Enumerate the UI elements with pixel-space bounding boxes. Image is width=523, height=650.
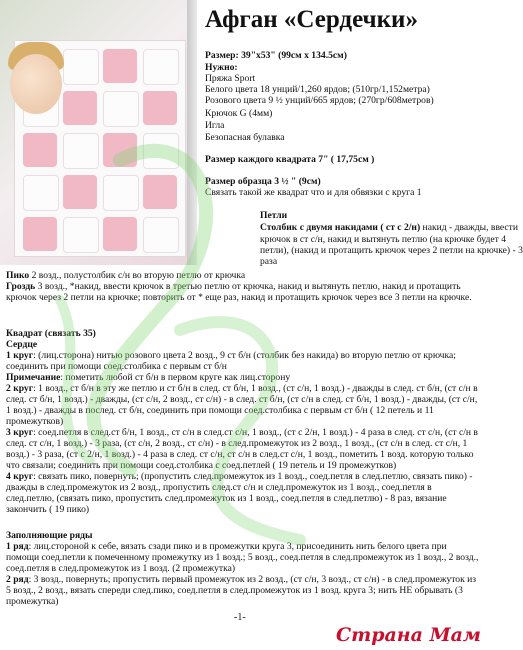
round-item: 4 круг: связать пико, повернуть; (пропустить след.промежуток из 1 возд., соед.петля в след.петлю, связать пико) - дважды в след.промежуток из 2 возд., пропустить след.ст с/н и след.промежуток из 1 возд., соед.петля в след.петлю, (связать пико, пропустить след.промежуток из 1 возд., соед.петля в след.петлю) - 8 раз, вязание закончить ( 19 пико) [6,471,473,515]
heart-header: Сердце [6,339,38,350]
material-item: Розового цвета 9 ½ унций/665 ярдов; (270гр/608метров) [205,95,434,106]
loops-line: крючок в ст с/н, накид и вытянуть петлю (на крючке будет 4 [260,234,507,245]
round-item: 1 круг: (лиц.сторона) нитью розового цвета 2 возд., 9 ст б/н (столбик без накида) во вторую петлю от крючка; соединить при помощи соед.столбика с первым ст б/н [6,350,456,372]
square-header: Квадрат (связать 35) [6,328,96,339]
round-item: 2 круг: 1 возд., ст б/н в эту же петлю и ст б/н в след. ст б/н, 1 возд., (ст с/н, 1 возд.) - дважды в след. ст б/н, (ст с/н в след. ст б/н, 1 возд.) - дважды, (ст с/н, 2 возд., ст с/н) - в след. ст б/н, (ст с/н в след. ст б/н, 1 возд.) - дважды, (ст с/н, 1 возд.) - дважды в послед. ст б/н, соединить при помощи соед.столбика с первым ст б/н ( 12 петель и 11 промежутков) [6,383,478,427]
material-item: Крючок G (4мм) [205,108,273,119]
doll-face [10,54,62,114]
square-section [6,328,482,515]
fill-header: Заполняющие ряды [6,530,93,541]
page-title: Афган «Сердечки» [205,6,418,33]
pico-definition: Пико 2 возд., полустолбик с/н во вторую петлю от крючка Гроздь 3 возд., *накид, ввести крючок в третью петлю от крючка, накид и вытянуть петлю, накид и протащить крючок через 2 петли на крючке; повторить от * еще раз, накид и протащить крючок через все 3 петли на крючке. [6,270,472,303]
row-item: 2 ряд: 3 возд., повернуть; пропустить первый промежуток из 2 возд., (ст с/н, 3 возд., ст с/н) - в след.промежуток из 5 возд., 2 возд., вязать спереди след.пико, соед.петля в след.промежуток из 1 возд. круга 3; нить НЕ обрывать (3 промежутка) [6,574,477,607]
row-item: 1 ряд: лиц.стороной к себе, вязать сзади пико и в промежутки круга 3, присоединить нить белого цвета при помощи соед.петли к помеченному промежутку из 1 возд.; 5 возд., соед.петля в след.промежуток из 1 возд., 2 возд., соед.петля в след.промежуток из 1 возд. (2 промежутка) [6,541,479,574]
square-size: Размер каждого квадрата 7" ( 17,75см ) [205,154,375,165]
fill-section [6,530,482,607]
loops-line: петли), (накид и протащить крючок через 2 петли на крючке) - 3 [260,245,523,256]
page-number: -1- [234,612,246,623]
loops-line: раза [260,256,278,267]
sample-size: Размер образца 3 ½ " (9см) [205,176,321,187]
round-item: 3 круг: соед.петля в след.ст б/н, 1 возд., ст с/н в след.ст с/н, 1 возд., (ст с 2/н, 1 возд.) - 4 раза в след. ст с/н, (ст с/н в след. ст с/н, 1 возд.) - 3 раза, (ст с/н, 2 возд., ст с/н) - в след.промежуток из 2 возд., 1 возд., (ст с/н в след. ст с/н, 1 возд.) - 3 раза, (ст с 2/н, 1 возд.) - 4 раза в след. ст с/н, ст с/н в след.ст с/н, 1 возд., пометить 1 возд. которую только что связали; соединить при помощи соед.столбика с соед.петлей ( 19 петель и 19 промежутков) [6,427,478,471]
material-item: Белого цвета 18 унций/1,260 ярдов; (510гр/1,152метра) [205,84,430,95]
needed-label: Нужно: [205,62,238,73]
size-line: Размер: 39"x53" (99см x 134.5см) [205,50,347,61]
sample-note: Связать такой же квадрат что и для обвязки с круга 1 [205,187,422,198]
loops-header: Петли [260,210,288,221]
material-item: Безопасная булавка [205,132,285,143]
watermark-logo: Страна Мам [335,624,481,646]
book-edge [187,0,197,265]
loops-line: Столбик с двумя накидами ( ст с 2/н) накид - дважды, ввести [260,222,518,233]
blanket-photo [0,0,197,265]
material-item: Игла [205,120,225,131]
material-item: Пряжа Sport [205,73,256,84]
round-item: Примечание: пометить любой ст б/н в первом круге как лиц.сторону [6,372,291,383]
